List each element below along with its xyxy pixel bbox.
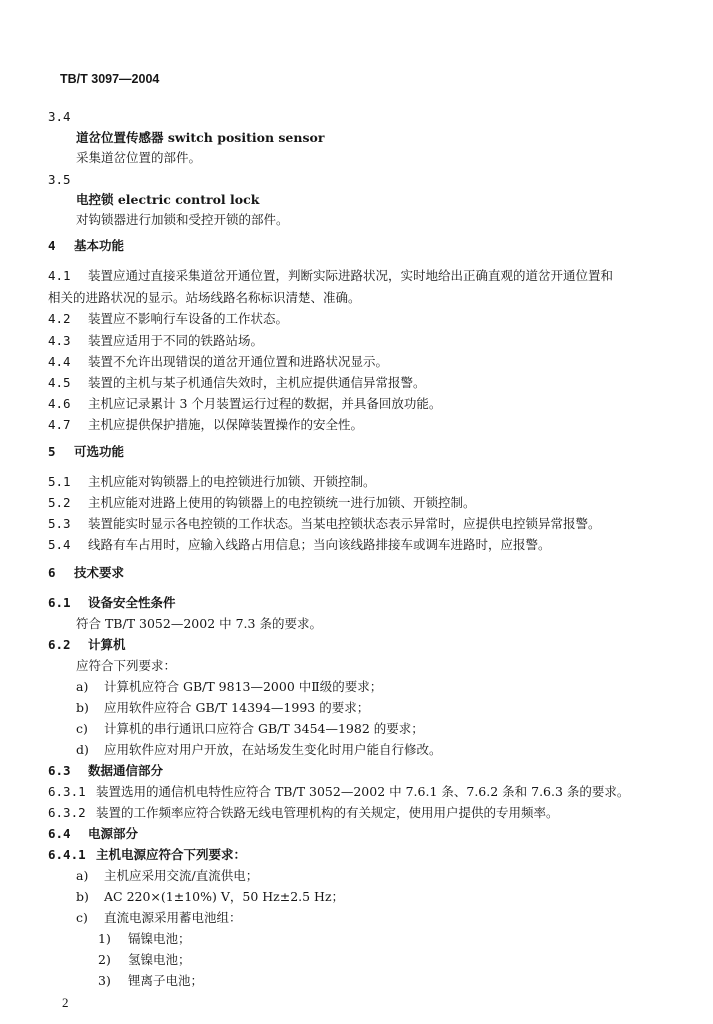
clause-5-1: 5.1 主机应能对钩锁器上的电控锁进行加锁、开锁控制。 — [48, 474, 376, 489]
clause-4-3: 4.3 装置应适用于不同的铁路站场。 — [48, 333, 264, 348]
definition-switch-position-sensor: 采集道岔位置的部件。 — [76, 150, 202, 165]
document-code-header: TB/T 3097—2004 — [60, 72, 160, 86]
clause-6-2-heading: 6.2 计算机 — [48, 637, 126, 652]
list-item-6-2-d: d) 应用软件应对用户开放，在站场发生变化时用户能自行修改。 — [76, 742, 442, 757]
clause-5-3: 5.3 装置能实时显示各电控锁的工作状态。当某电控锁状态表示异常时，应提供电控锁异常报警。 — [48, 516, 601, 531]
section-heading-6: 6 技术要求 — [48, 565, 125, 580]
list-item-6-2-b: b) 应用软件应符合 GB/T 14394—1993 的要求； — [76, 700, 370, 715]
term-electric-control-lock: 电控锁 electric control lock — [76, 192, 260, 207]
clause-4-5: 4.5 装置的主机与某子机通信失效时，主机应提供通信异常报警。 — [48, 375, 426, 390]
clause-6-1-heading: 6.1 设备安全性条件 — [48, 595, 176, 610]
clause-4-1: 4.1 装置应通过直接采集道岔开通位置，判断实际进路状况，实时地给出正确直观的道岔开通位置和 — [48, 268, 614, 283]
clause-6-3-2: 6.3.2 装置的工作频率应符合铁路无线电管理机构的有关规定，使用用户提供的专用频率。 — [48, 805, 559, 820]
clause-6-4-heading: 6.4 电源部分 — [48, 826, 139, 841]
list-item-6-4-1-b: b) AC 220×(1±10%) V，50 Hz±2.5 Hz； — [76, 889, 345, 904]
list-item-6-2-c: c) 计算机的串行通讯口应符合 GB/T 3454—1982 的要求； — [76, 721, 424, 736]
list-item-6-2-a: a) 计算机应符合 GB/T 9813—2000 中Ⅱ级的要求； — [76, 679, 383, 694]
clause-4-6: 4.6 主机应记录累计 3 个月装置运行过程的数据，并具备回放功能。 — [48, 396, 442, 411]
clause-6-3-1: 6.3.1 装置选用的通信机电特性应符合 TB/T 3052—2002 中 7.6.1 条、7.6.2 条和 7.6.3 条的要求。 — [48, 784, 630, 799]
list-item-6-4-1-c: c) 直流电源采用蓄电池组： — [76, 910, 242, 925]
list-item-6-4-1-a: a) 主机应采用交流/直流供电； — [76, 868, 259, 883]
clause-6-2-intro: 应符合下列要求： — [76, 658, 177, 673]
clause-4-1-continued: 相关的进路状况的显示。站场线路名称标识清楚、准确。 — [48, 290, 361, 305]
clause-number-3-5: 3.5 — [48, 172, 71, 187]
sub-item-li-ion-battery: 3) 锂离子电池； — [98, 973, 204, 988]
clause-5-4: 5.4 线路有车占用时，应输入线路占用信息；当向该线路排接车或调车进路时，应报警。 — [48, 537, 551, 552]
sub-item-nicd-battery: 1) 镉镍电池； — [98, 931, 191, 946]
clause-4-2: 4.2 装置应不影响行车设备的工作状态。 — [48, 311, 289, 326]
clause-5-2: 5.2 主机应能对进路上使用的钩锁器上的电控锁统一进行加锁、开锁控制。 — [48, 495, 476, 510]
clause-6-1-body: 符合 TB/T 3052—2002 中 7.3 条的要求。 — [76, 616, 322, 631]
section-heading-5: 5 可选功能 — [48, 444, 125, 459]
clause-4-7: 4.7 主机应提供保护措施，以保障装置操作的安全性。 — [48, 417, 364, 432]
sub-item-nimh-battery: 2) 氢镍电池； — [98, 952, 191, 967]
clause-6-3-heading: 6.3 数据通信部分 — [48, 763, 164, 778]
definition-electric-control-lock: 对钩锁器进行加锁和受控开锁的部件。 — [76, 212, 289, 227]
clause-4-4: 4.4 装置不允许出现错误的道岔开通位置和进路状况显示。 — [48, 354, 389, 369]
term-switch-position-sensor: 道岔位置传感器 switch position sensor — [76, 130, 325, 145]
clause-number-3-4: 3.4 — [48, 109, 71, 124]
section-heading-4: 4 基本功能 — [48, 238, 125, 253]
clause-6-4-1: 6.4.1 主机电源应符合下列要求： — [48, 847, 247, 862]
page-number: 2 — [62, 995, 69, 1010]
